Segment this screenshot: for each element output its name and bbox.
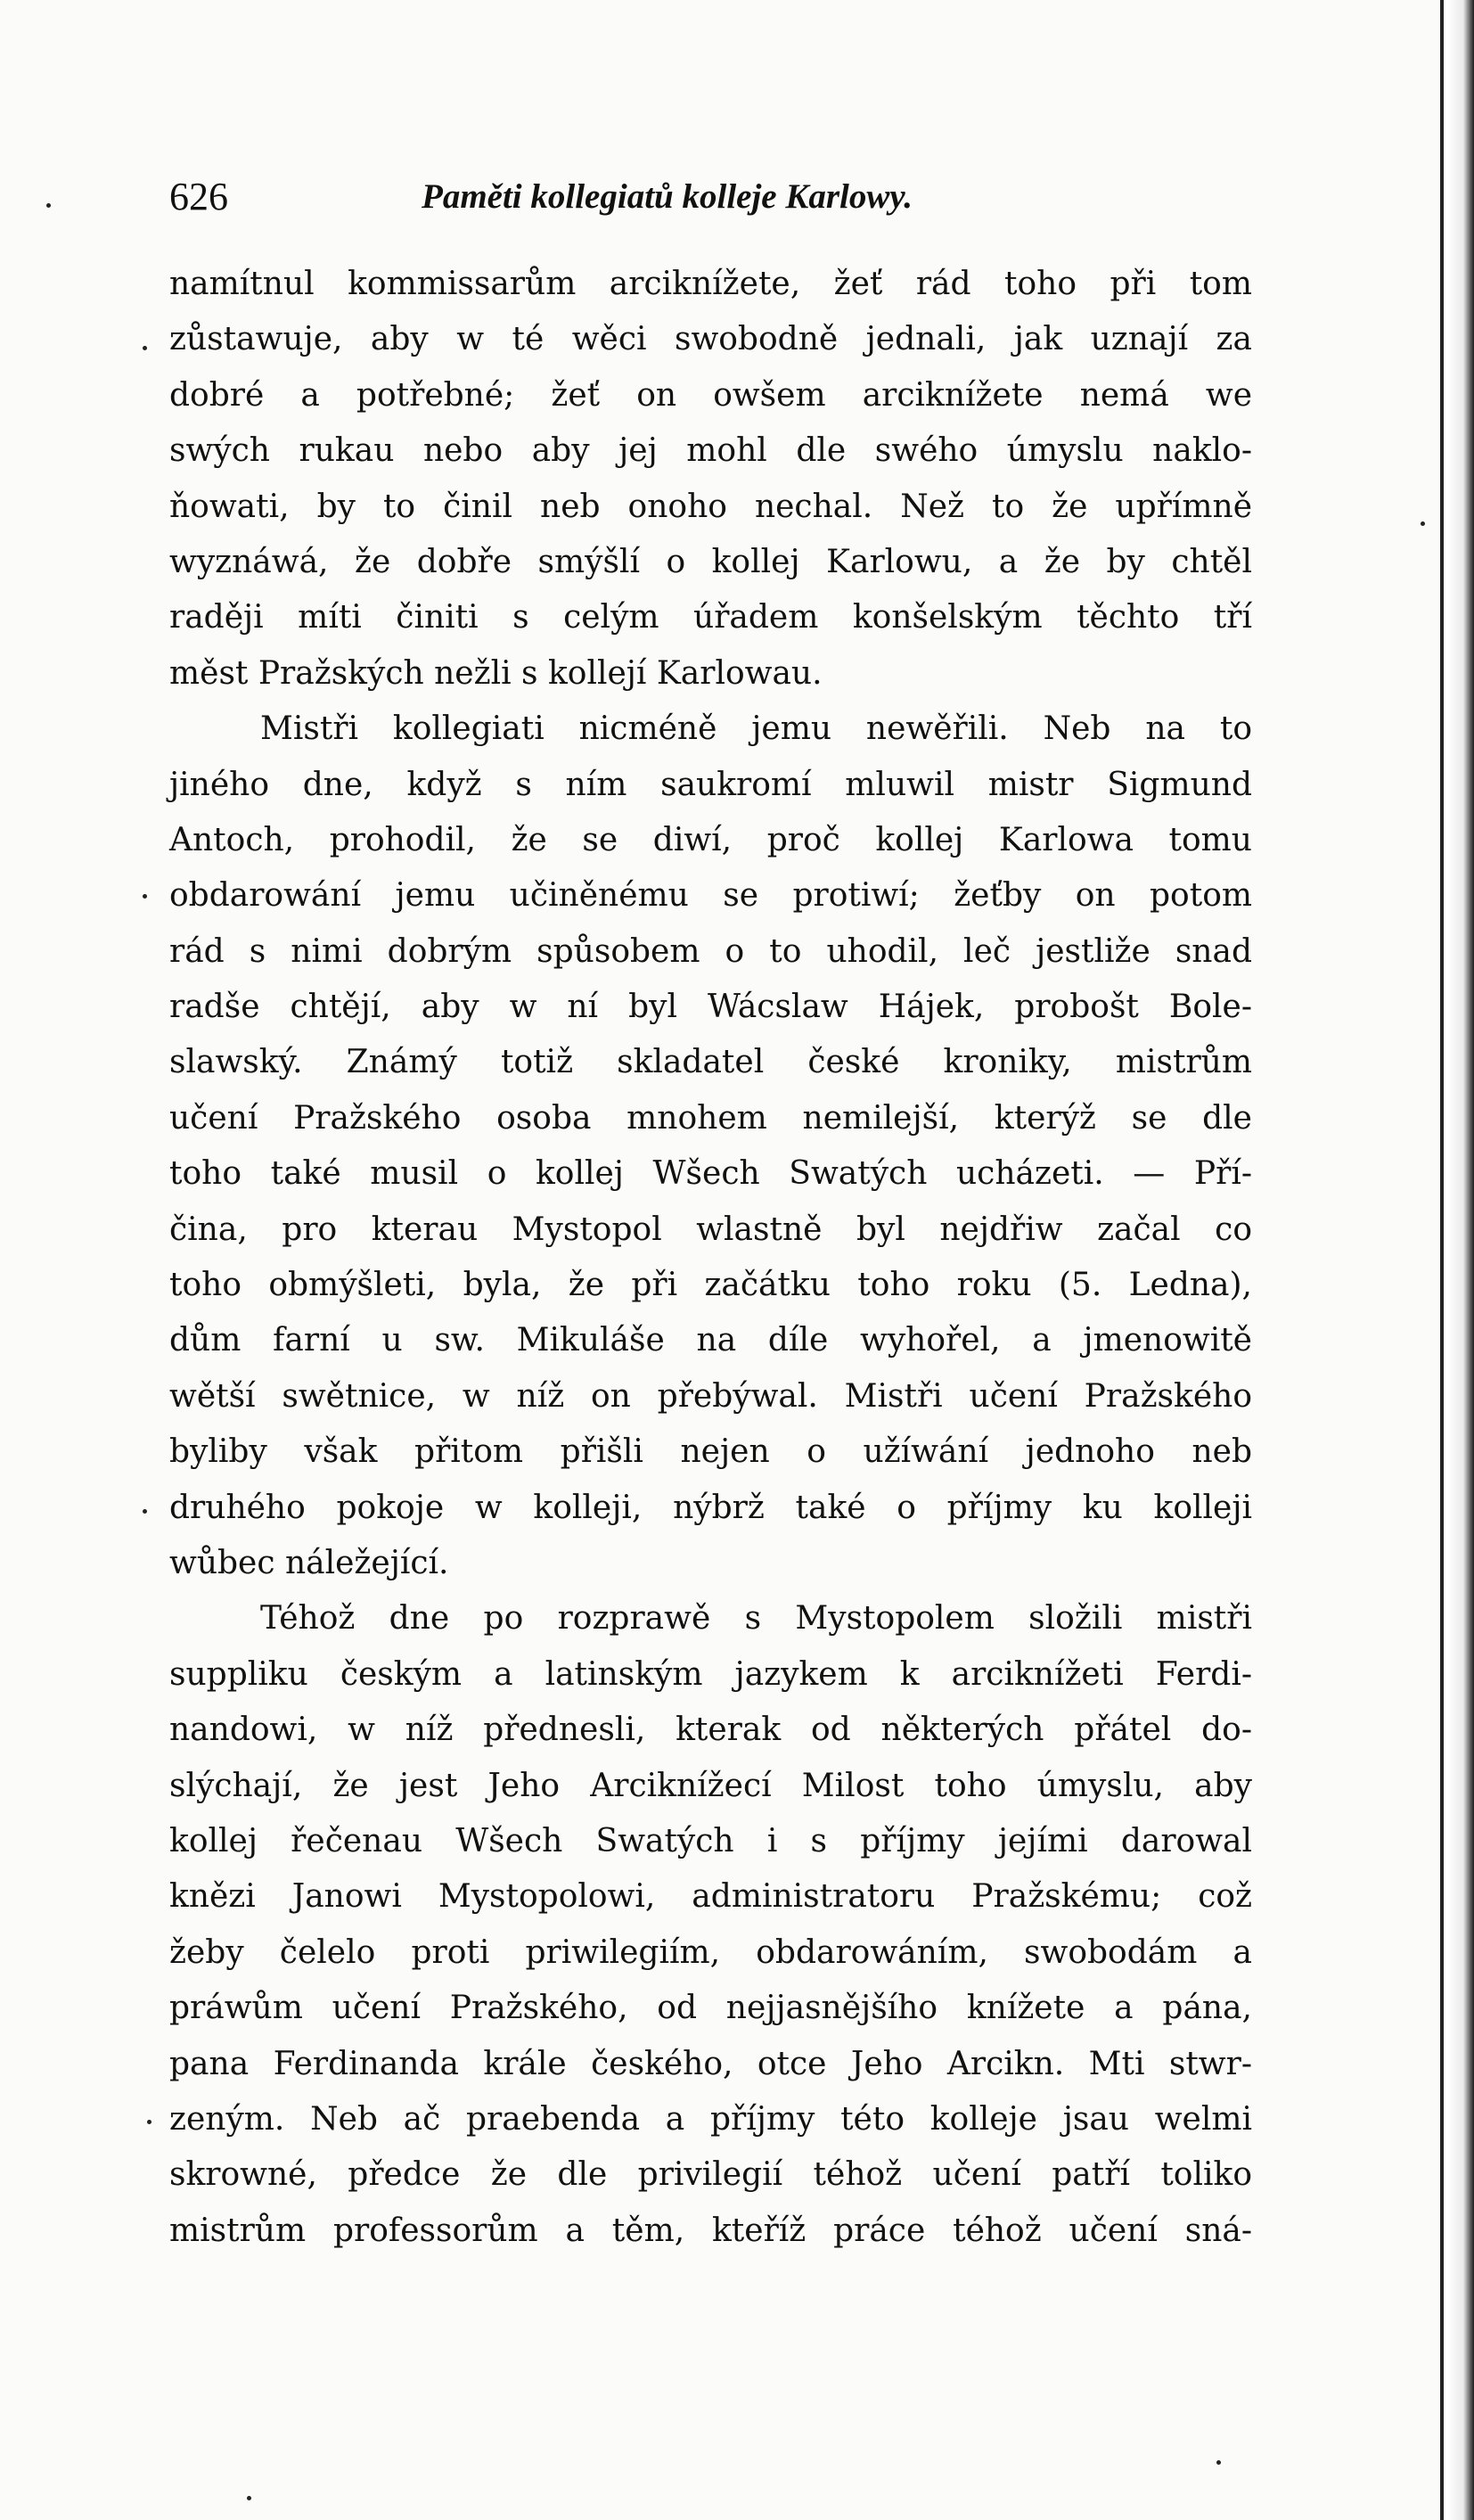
text-line: práwům učení Pražského, od nejjasnějšího knížete a pána, (169, 1990, 1252, 2027)
text-line: Téhož dne po rozprawě s Mystopolem složili mistři (260, 1600, 1252, 1638)
scan-speck (143, 1509, 147, 1514)
page-number: 626 (169, 175, 228, 218)
scan-speck (143, 894, 147, 899)
text-line: dům farní u sw. Mikuláše na díle wyhořel, a jmenowitě (169, 1322, 1252, 1359)
paragraph (169, 257, 1252, 702)
page-header (169, 172, 1248, 226)
text-line: wůbec náležející. (169, 1544, 449, 1581)
text-line: dobré a potřebné; žeť on owšem arciknížete nemá we (169, 376, 1252, 414)
scan-speck (46, 203, 51, 208)
text-line: raději míti činiti s celým úřadem konšelským těchto tří (169, 599, 1252, 636)
running-title: Paměti kollegiatů kolleje Karlowy. (422, 177, 913, 216)
text-line: knězi Janowi Mystopolowi, administratoru Pražskému; což (169, 1878, 1252, 1916)
scan-speck (147, 2120, 151, 2124)
page-edge-shadow (1447, 0, 1474, 2520)
text-line: swých rukau nebo aby jej mohl dle swého úmyslu naklo- (169, 432, 1252, 470)
text-line: zeným. Neb ač praebenda a příjmy této kolleje jsau welmi (169, 2100, 1252, 2138)
text-line: Mistři kollegiati nicméně jemu newěřili. Neb na to (260, 710, 1252, 748)
text-line: namítnul kommissarům arciknížete, žeť rád toho při tom (169, 266, 1252, 302)
text-line: obdarowání jemu učiněnému se protiwí; žeťby on potom (169, 877, 1252, 915)
text-line: suppliku českým a latinským jazykem k arciknížeti Ferdi- (169, 1655, 1252, 1693)
scan-speck (1216, 2460, 1221, 2465)
text-line: mistrům professorům a těm, kteříž práce téhož učení sná- (169, 2212, 1252, 2249)
text-line: učení Pražského osoba mnohem nemilejší, kterýž se dle (169, 1099, 1252, 1137)
text-line: skrowné, předce že dle privilegií téhož učení patří toliko (169, 2156, 1252, 2194)
text-line: wyznáwá, že dobře smýšlí o kollej Karlowu, a že by chtěl (169, 543, 1252, 580)
scan-speck (1421, 521, 1425, 526)
text-line: byliby však přitom přišli nejen o užíwání jednoho neb (169, 1433, 1252, 1471)
text-line: zůstawuje, aby w té wěci swobodně jednali, jak uznají za (169, 321, 1252, 358)
text-line: ňowati, by to činil neb onoho nechal. Než to že upřímně (169, 488, 1252, 525)
text-line: toho obmýšleti, byla, že při začátku toho roku (5. Ledna), (169, 1267, 1252, 1304)
text-line: toho také musil o kollej Wšech Swatých ucházeti. — Pří- (169, 1155, 1252, 1193)
scan-speck (247, 2496, 251, 2500)
text-line: slawský. Známý totiž skladatel české kroniky, mistrům (169, 1044, 1252, 1081)
text-line: slýchají, že jest Jeho Arciknížecí Milost toho úmyslu, aby (169, 1767, 1252, 1804)
text-line: čina, pro kterau Mystopol wlastně byl nejdřiw začal co (169, 1211, 1252, 1248)
text-line: měst Pražských nežli s kollejí Karlowau. (169, 654, 823, 692)
text-line: pana Ferdinanda krále českého, otce Jeho Arcikn. Mti stwr- (169, 2045, 1252, 2082)
text-line: radše chtějí, aby w ní byl Wácslaw Hájek, probošt Bole- (169, 989, 1252, 1026)
text-line: jiného dne, když s ním saukromí mluwil mistr Sigmund (169, 766, 1252, 803)
text-line: druhého pokoje w kolleji, nýbrž také o příjmy ku kolleji (169, 1489, 1252, 1526)
text-line: Antoch, prohodil, že se diwí, proč kollej Karlowa tomu (169, 821, 1252, 858)
text-line: kollej řečenau Wšech Swatých i s příjmy jejími darowal (169, 1822, 1252, 1859)
text-line: wětší swětnice, w níž on přebýwal. Mistři učení Pražského (169, 1377, 1252, 1415)
body-text (169, 257, 1252, 2259)
paragraph (169, 702, 1252, 1591)
text-line: rád s nimi dobrým spůsobem o to uhodil, leč jestliže snad (169, 932, 1252, 970)
scan-speck (143, 346, 147, 350)
text-line: žeby čelelo proti priwilegiím, obdarowáním, swobodám a (169, 1933, 1252, 1971)
paragraph (169, 1591, 1252, 2259)
text-line: nandowi, w níž přednesli, kterak od některých přátel do- (169, 1711, 1252, 1749)
